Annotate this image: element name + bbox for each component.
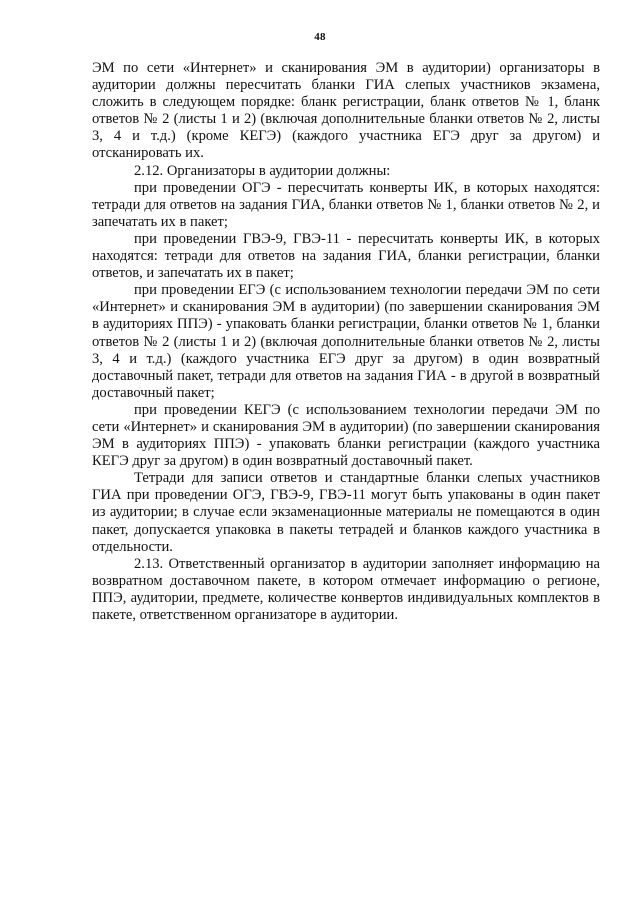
- paragraph-ege: при проведении ЕГЭ (с использованием технологии передачи ЭМ по сети «Интернет» и сканирования ЭМ в аудитории) (по завершении сканирования ЭМ в аудиториях ППЭ) - упаковать бланки регистрации, бланки ответов № 1, бланки ответов № 2 (листы 1 и 2) (включая дополнительные бланки ответов № 2, листы 3, 4 и т.д.) (каждого участника ЕГЭ друг за другом) в один возвратный доставочный пакет, тетради для ответов на задания ГИА - в другой в возвратный доставочный пакет;: [92, 282, 600, 401]
- paragraph-kege: при проведении КЕГЭ (с использованием технологии передачи ЭМ по сети «Интернет» и сканирования ЭМ в аудитории) (по завершении сканирования ЭМ в аудиториях ППЭ) - упаковать бланки регистрации (каждого участника КЕГЭ друг за другом) в один возвратный доставочный пакет.: [92, 401, 600, 470]
- paragraph-section-2-12: 2.12. Организаторы в аудитории должны:: [134, 162, 391, 179]
- paragraph-section-2-13: 2.13. Ответственный организатор в аудитории заполняет информацию на возвратном доставочном пакете, в котором отмечает информацию о регионе, ППЭ, аудитории, предмете, количестве конвертов индивидуальных комплектов в пакете, ответственном организаторе в аудитории.: [92, 555, 600, 623]
- paragraph-packaging-note: Тетради для записи ответов и стандартные бланки слепых участников ГИА при проведении ОГЭ, ГВЭ-9, ГВЭ-11 могут быть упакованы в один пакет из аудитории; в случае если экзаменационные материалы не помещаются в один пакет, допускается упаковка в пакеты тетрадей и бланков каждого участника в отдельности.: [92, 470, 600, 555]
- document-body: [92, 60, 600, 624]
- page-number: 48: [314, 31, 326, 43]
- paragraph-oge: при проведении ОГЭ - пересчитать конверты ИК, в которых находятся: тетради для ответов на задания ГИА, бланки ответов № 1, бланки ответов № 2, и запечатать их в пакет;: [92, 179, 600, 230]
- paragraph-continuation: ЭМ по сети «Интернет» и сканирования ЭМ в аудитории) организаторы в аудитории должны пересчитать бланки ГИА слепых участников экзамена, сложить в следующем порядке: бланк регистрации, бланк ответов № 1, бланк ответов № 2 (листы 1 и 2) (включая дополнительные бланки ответов № 2, листы 3, 4 и т.д.) (кроме КЕГЭ) (каждого участника ЕГЭ друг за другом) и отсканировать их.: [92, 60, 600, 162]
- paragraph-gve: при проведении ГВЭ-9, ГВЭ-11 - пересчитать конверты ИК, в которых находятся: тетради для ответов на задания ГИА, бланки регистрации, бланки ответов, и запечатать их в пакет;: [92, 230, 600, 282]
